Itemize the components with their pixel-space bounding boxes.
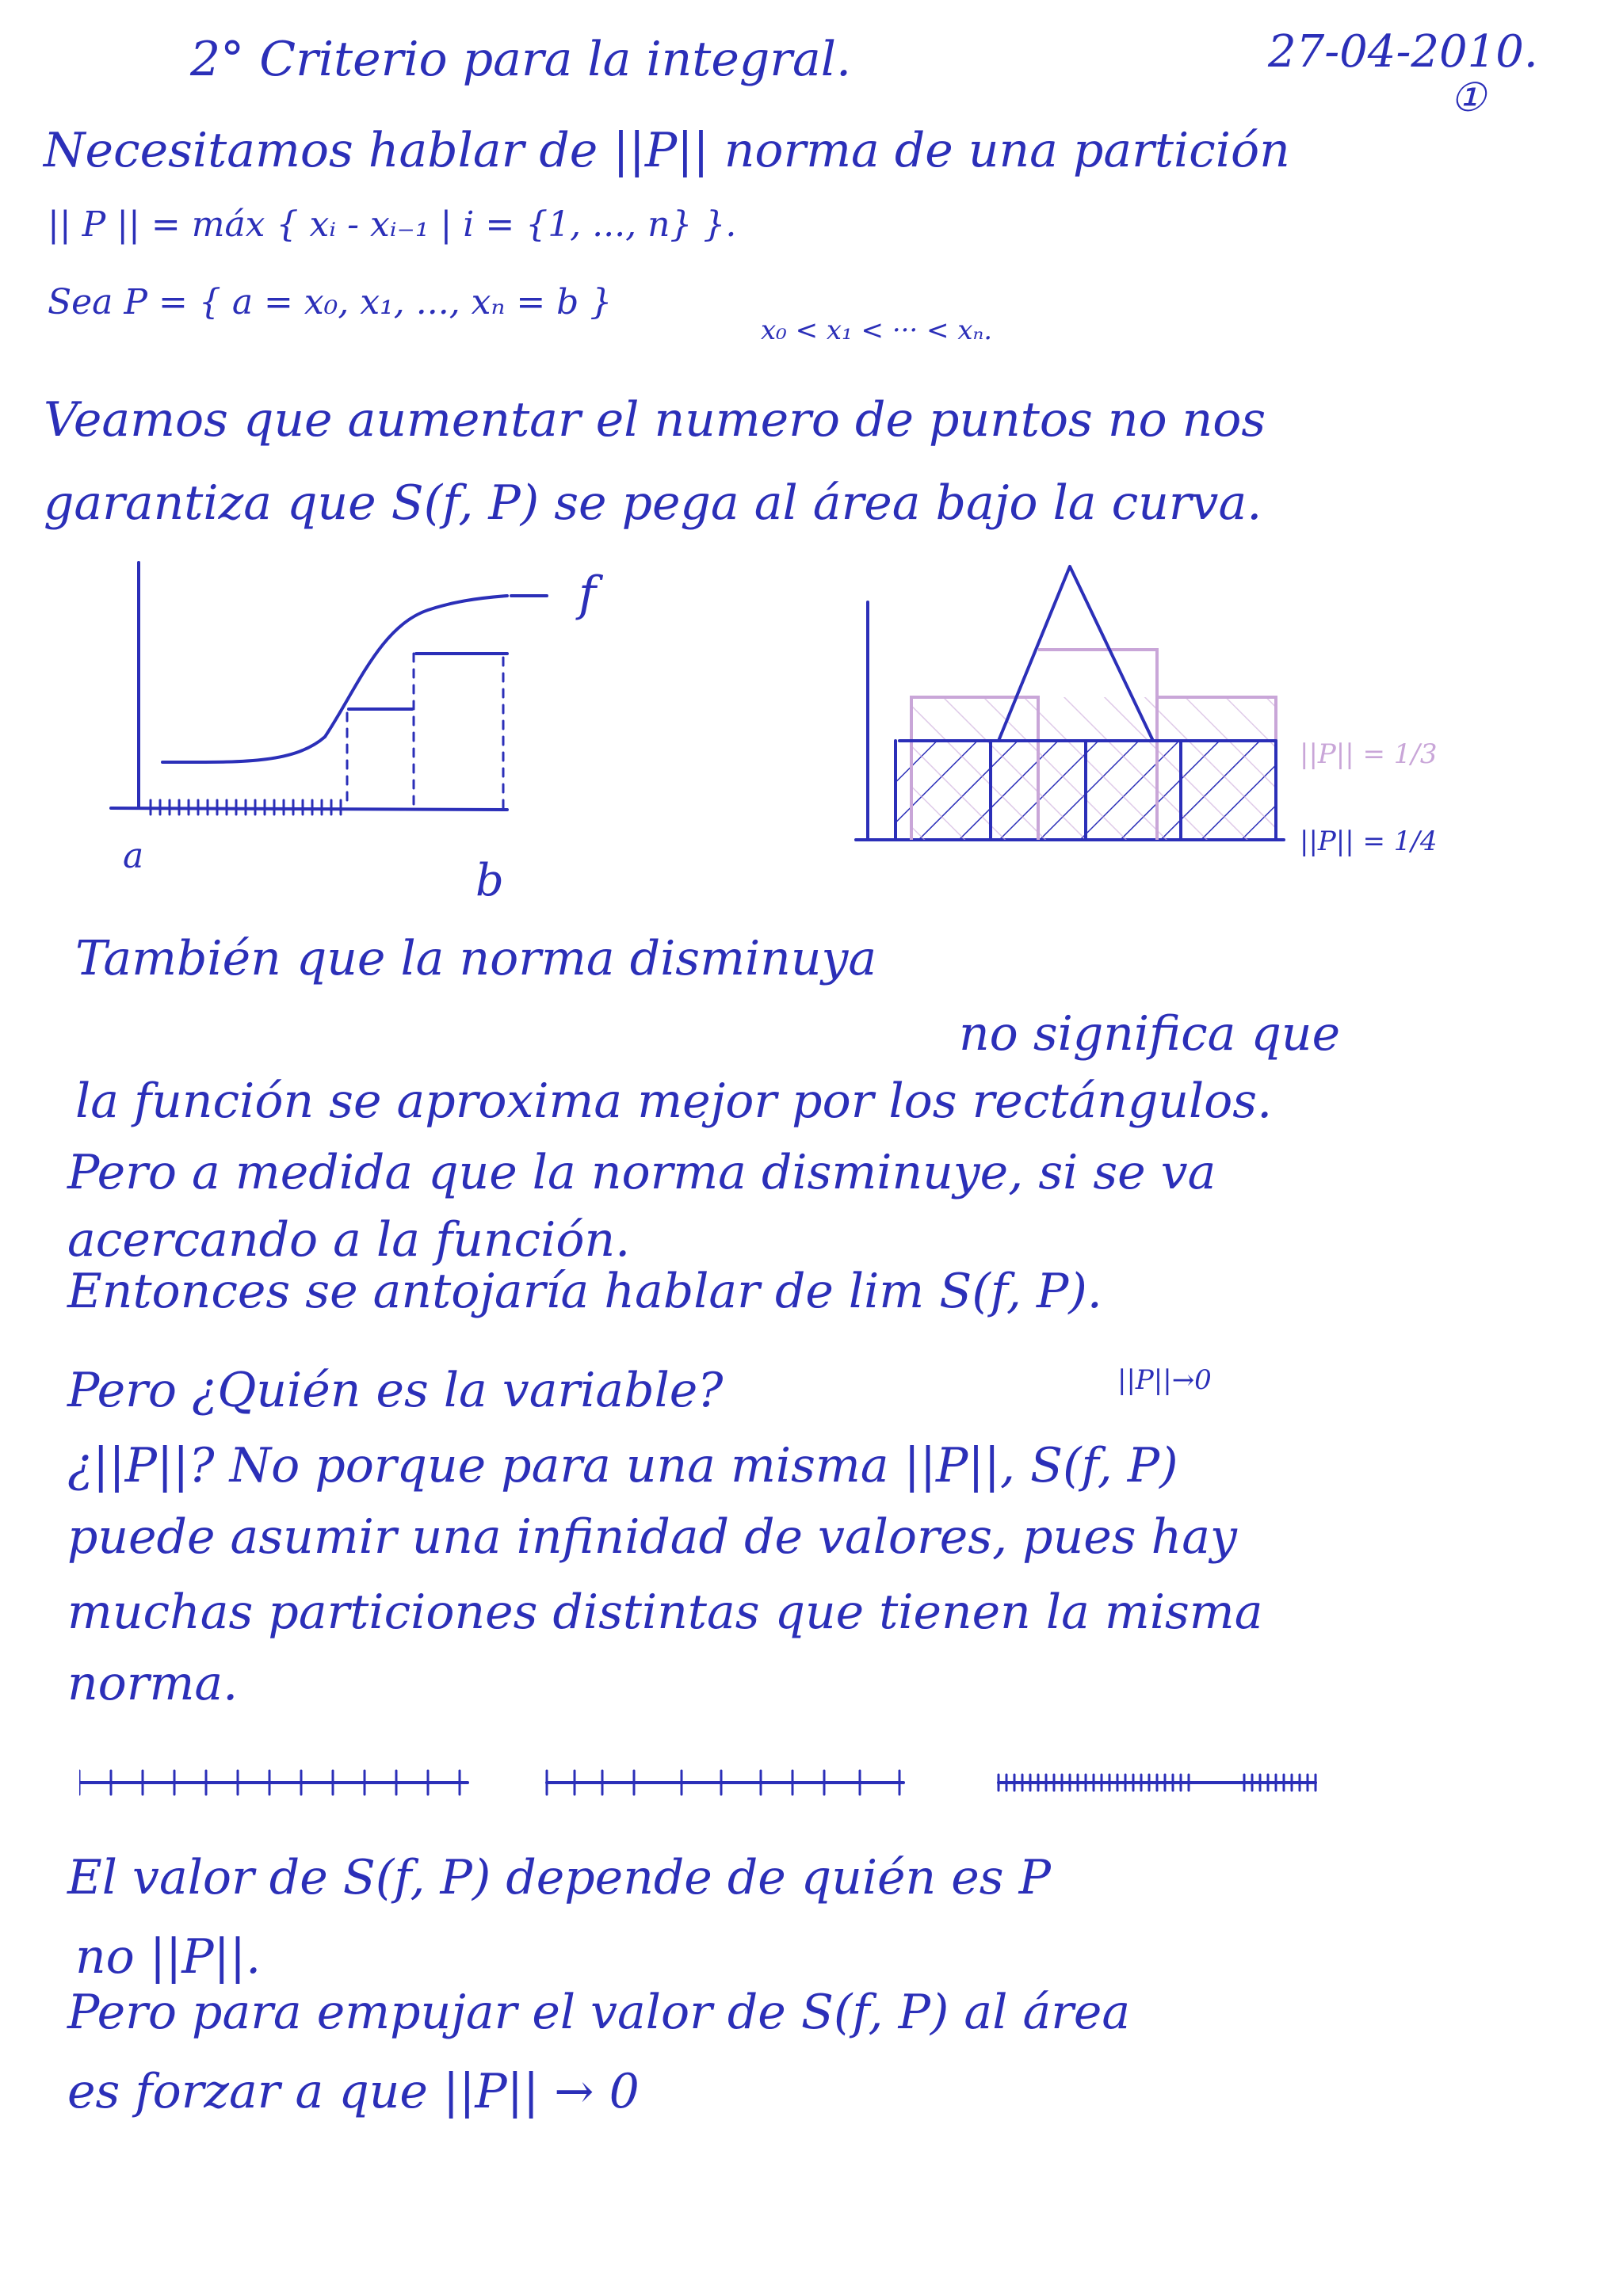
text-line: norma. bbox=[67, 1656, 239, 1711]
text-line: El valor de S(f, P) depende de quién es P bbox=[67, 1850, 1052, 1905]
text-line: Veamos que aumentar el numero de puntos no nos bbox=[44, 392, 1266, 448]
text-line: garantiza que S(f, P) se pega al área bajo la curva. bbox=[44, 475, 1262, 531]
formula-line: || P || = máx { xᵢ - xᵢ₋₁ | i = {1, ..., n} }. bbox=[48, 204, 737, 245]
text-line: ¿||P||? No porque para una misma ||P||, S(f, P) bbox=[67, 1438, 1178, 1493]
left-graph bbox=[95, 555, 666, 911]
text-line: Pero para empujar el valor de S(f, P) al área bbox=[67, 1985, 1131, 2040]
text-line: acercando a la función. bbox=[67, 1212, 631, 1268]
norm-third-label: ||P|| = 1/3 bbox=[1300, 738, 1438, 770]
a-label: a bbox=[123, 836, 144, 876]
text-line: También que la norma disminuya bbox=[75, 931, 877, 986]
curve-f bbox=[162, 596, 507, 762]
partition-ticks-3 bbox=[999, 1775, 1316, 1791]
text-line: Entonces se antojaría hablar de lim S(f, P). bbox=[67, 1264, 1102, 1319]
text-line: no ||P||. bbox=[75, 1929, 262, 1985]
date: 27-04-2010. bbox=[1268, 26, 1538, 78]
b-label: b bbox=[475, 855, 504, 906]
text-line: Sea P = { a = x₀, x₁, ..., xₙ = b } bbox=[48, 282, 613, 322]
page-number: ① bbox=[1450, 74, 1486, 120]
text-line: muchas particiones distintas que tienen la misma bbox=[67, 1585, 1263, 1640]
text-line: Necesitamos hablar de ||P|| norma de una partición bbox=[44, 123, 1290, 178]
text-line: Pero ¿Quién es la variable? bbox=[67, 1363, 724, 1418]
pink-hatched-area bbox=[911, 697, 1276, 840]
partition-ticks bbox=[151, 800, 341, 814]
title-line: 2° Criterio para la integral. bbox=[190, 32, 852, 87]
text-line: puede asumir una infinidad de valores, pues hay bbox=[67, 1509, 1237, 1565]
partition-sketches bbox=[79, 1751, 1347, 1814]
f-label: f bbox=[579, 566, 597, 622]
formula-line: x₀ < x₁ < ··· < xₙ. bbox=[761, 315, 993, 346]
limit-subscript: ||P||→0 bbox=[1117, 1364, 1212, 1396]
text-line: Pero a medida que la norma disminuye, si se va bbox=[67, 1145, 1216, 1200]
norm-quarter-label: ||P|| = 1/4 bbox=[1300, 826, 1438, 857]
text-line: es forzar a que ||P|| → 0 bbox=[67, 2064, 640, 2119]
text-line: la función se aproxima mejor por los rectángulos. bbox=[75, 1074, 1273, 1129]
text-line: no significa que bbox=[959, 1006, 1341, 1062]
